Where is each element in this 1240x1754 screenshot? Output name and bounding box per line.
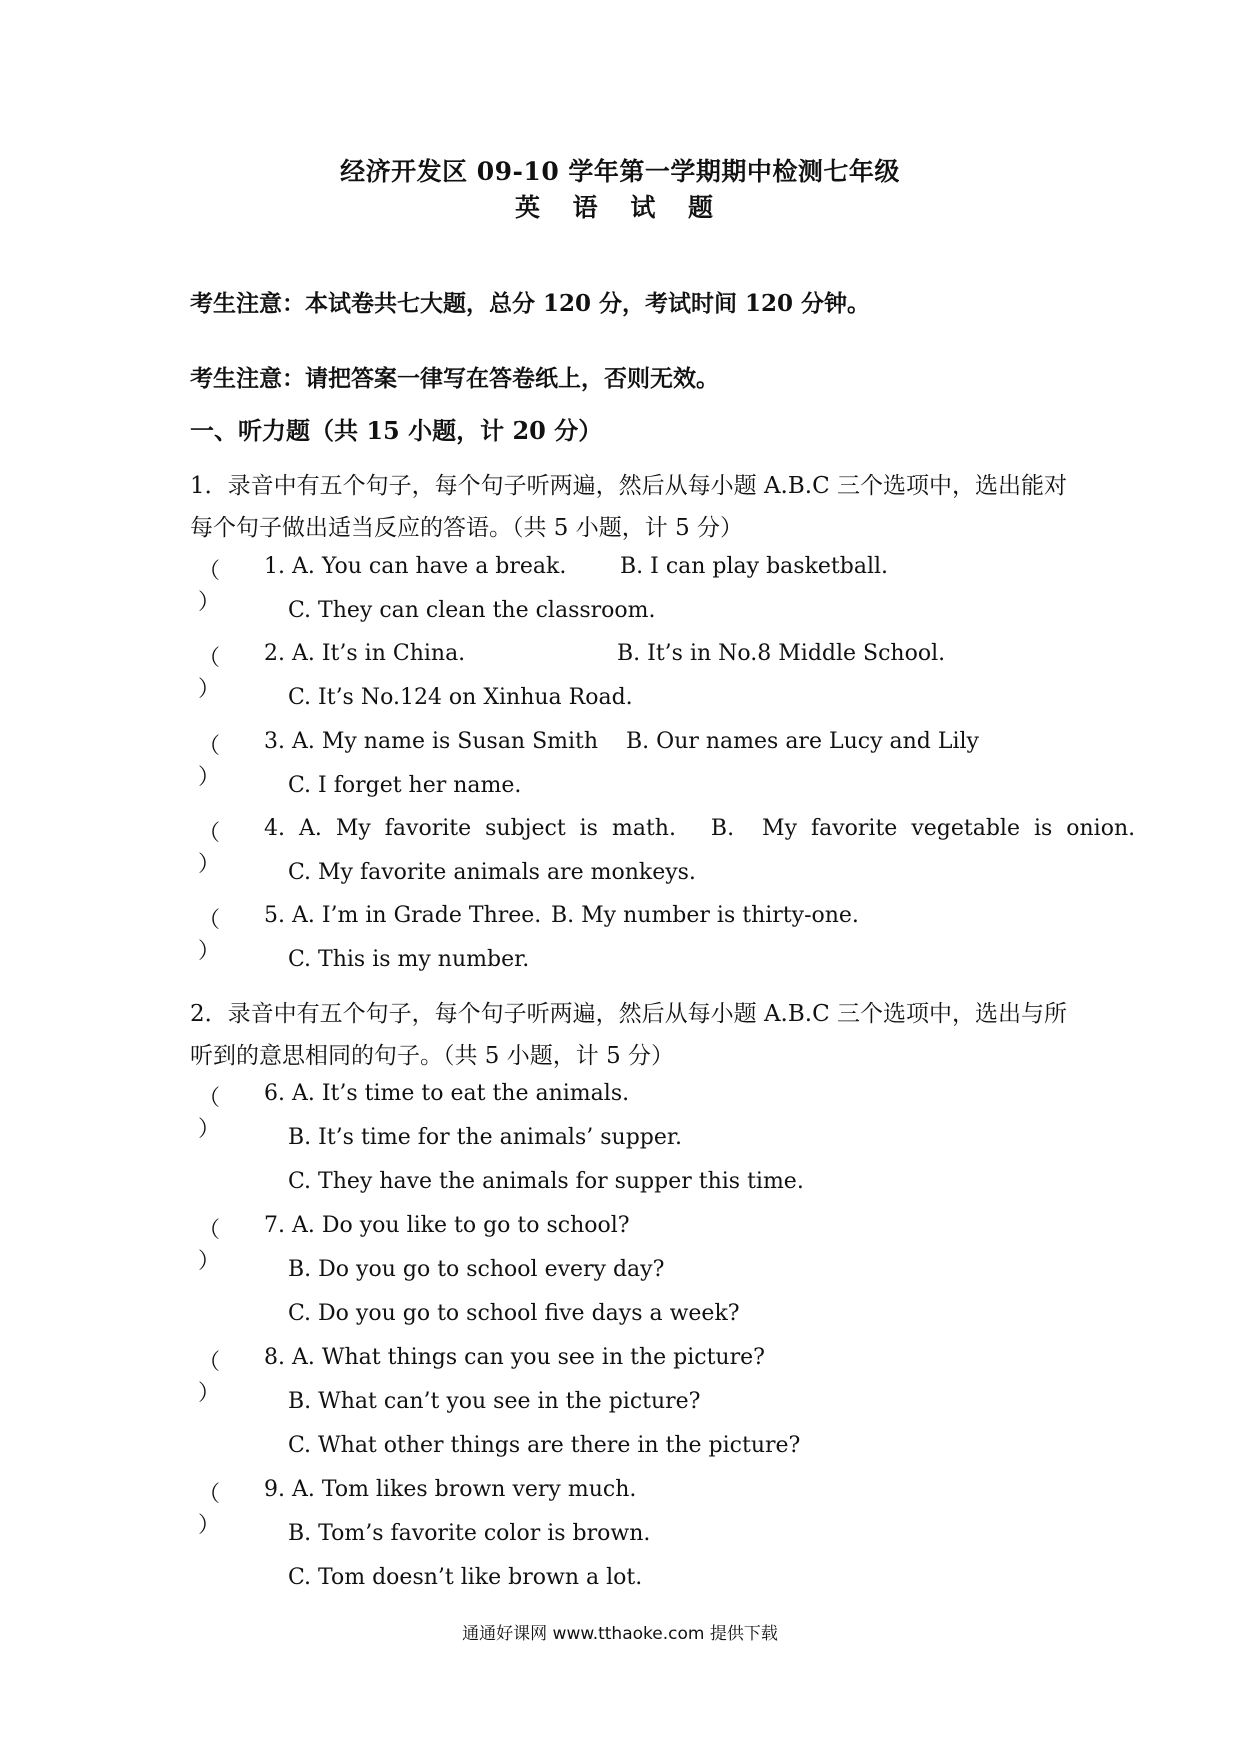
answer-paren: （ ）: [198, 1086, 243, 1142]
q8-option-a: 8. A. What things can you see in the picture?: [264, 1345, 765, 1370]
q9-option-c: C. Tom doesn’t like brown a lot.: [288, 1565, 643, 1590]
q4-option-c: C. My favorite animals are monkeys.: [288, 860, 696, 885]
q1-option-b: B. I can play basketball.: [620, 554, 889, 579]
answer-paren: （ ）: [198, 821, 243, 877]
q7-option-b: B. Do you go to school every day?: [288, 1257, 665, 1282]
question-1: [198, 554, 264, 616]
answer-paren: （ ）: [198, 559, 243, 615]
section-title-listening: 一、听力题（共 15 小题，计 20 分）: [190, 416, 603, 445]
answer-paren: （ ）: [198, 646, 243, 702]
question-5: [198, 903, 264, 965]
q5-option-b: B. My number is thirty-one.: [551, 903, 859, 928]
answer-paren: （ ）: [198, 1218, 243, 1274]
q9-option-a: 9. A. Tom likes brown very much.: [264, 1477, 637, 1502]
q1-option-a: 1. A. You can have a break.: [264, 554, 567, 579]
page-title: 经济开发区 09-10 学年第一学期期中检测七年级: [340, 157, 900, 186]
part2-instruction: 2．录音中有五个句子，每个句子听两遍，然后从每小题 A.B.C 三个选项中，选出与所听到的意思相同的句子。（共 5 小题，计 5 分）: [190, 1001, 1067, 1069]
notice-answer-sheet: 考生注意：请把答案一律写在答卷纸上，否则无效。: [190, 365, 719, 392]
q6-option-a: 6. A. It’s time to eat the animals.: [264, 1081, 630, 1106]
answer-paren: （ ）: [198, 1350, 243, 1406]
q7-option-c: C. Do you go to school five days a week?: [288, 1301, 740, 1326]
q8-option-c: C. What other things are there in the picture?: [288, 1433, 801, 1458]
q6-option-b: B. It’s time for the animals’ supper.: [288, 1125, 682, 1150]
q3-option-c: C. I forget her name.: [288, 773, 522, 798]
q3-option-a: 3. A. My name is Susan Smith: [264, 729, 599, 754]
question-4: [198, 816, 264, 878]
question-7: [198, 1213, 264, 1275]
q5-option-c: C. This is my number.: [288, 947, 530, 972]
q5-option-a: 5. A. I’m in Grade Three.: [264, 903, 542, 928]
q2-option-b: B. It’s in No.8 Middle School.: [617, 641, 946, 666]
answer-paren: （ ）: [198, 734, 243, 790]
q1-option-c: C. They can clean the classroom.: [288, 598, 656, 623]
q9-option-b: B. Tom’s favorite color is brown.: [288, 1521, 651, 1546]
answer-paren: （ ）: [198, 1482, 243, 1538]
q4-options-a-b: 4. A. My favorite subject is math. B. My favorite vegetable is onion.: [264, 816, 1136, 841]
question-2: [198, 641, 264, 703]
part1-instruction: 1．录音中有五个句子，每个句子听两遍，然后从每小题 A.B.C 三个选项中，选出能对每个句子做出适当反应的答语。（共 5 小题，计 5 分）: [190, 473, 1067, 541]
q6-option-c: C. They have the animals for supper this time.: [288, 1169, 804, 1194]
page-subtitle: 英 语 试 题: [514, 193, 726, 222]
question-6: [198, 1081, 264, 1143]
q7-option-a: 7. A. Do you like to go to school?: [264, 1213, 630, 1238]
q3-option-b: B. Our names are Lucy and Lily: [626, 729, 979, 754]
footer-source: 通通好课网 www.tthaoke.com 提供下载: [462, 1624, 778, 1644]
q2-option-c: C. It’s No.124 on Xinhua Road.: [288, 685, 633, 710]
q8-option-b: B. What can’t you see in the picture?: [288, 1389, 701, 1414]
question-3: [198, 729, 264, 791]
notice-score: 考生注意：本试卷共七大题，总分 120 分，考试时间 120 分钟。: [190, 290, 871, 317]
question-8: [198, 1345, 264, 1407]
q2-option-a: 2. A. It’s in China.: [264, 641, 466, 666]
question-9: [198, 1477, 264, 1539]
answer-paren: （ ）: [198, 908, 243, 964]
